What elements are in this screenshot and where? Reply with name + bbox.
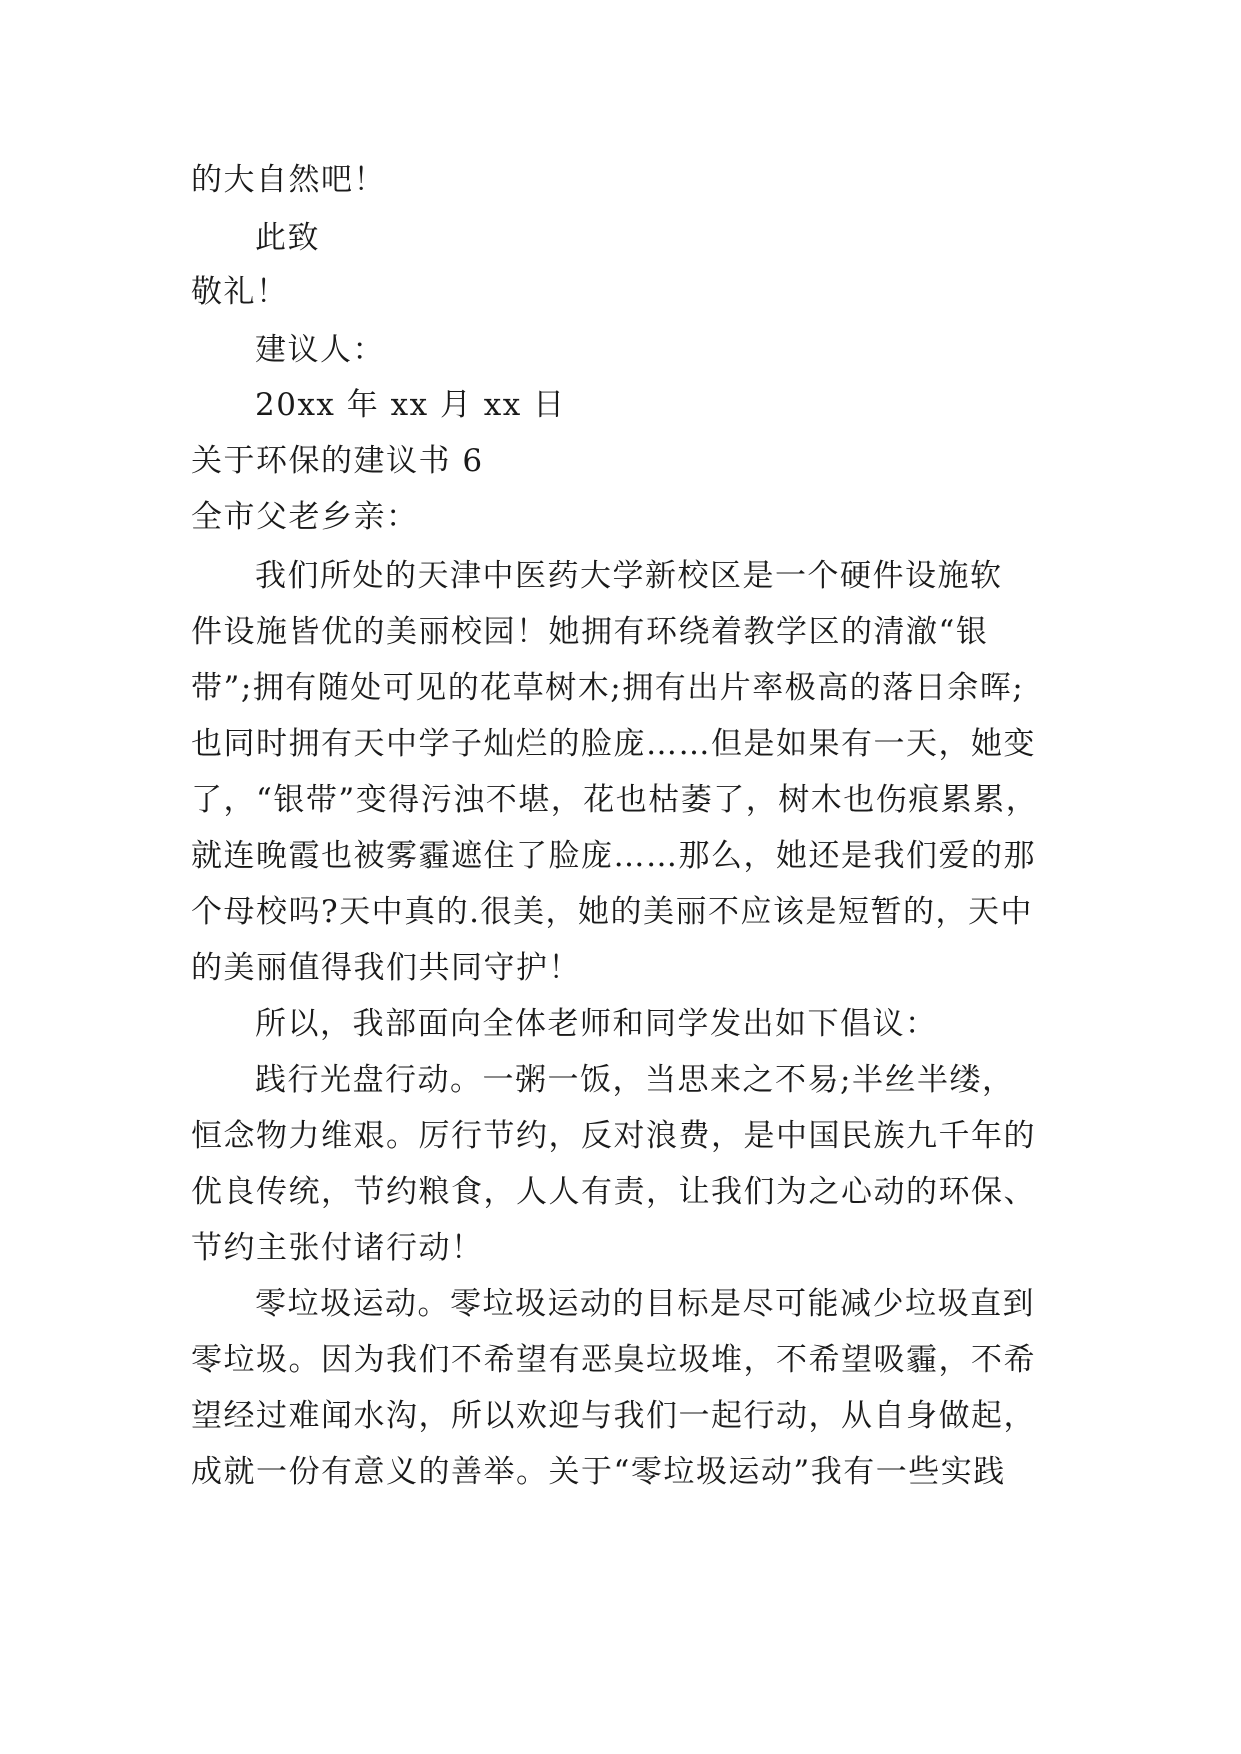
paragraph-line: 恒念物力维艰。厉行节约，反对浪费，是中国民族九千年的: [191, 1118, 1036, 1154]
letter-greeting: 全市父老乡亲：: [191, 499, 419, 535]
paragraph-line: 践行光盘行动。一粥一饭，当思来之不易;半丝半缕，: [255, 1062, 1015, 1098]
paragraph-line: 零垃圾运动。零垃圾运动的目标是尽可能减少垃圾直到: [255, 1286, 1035, 1322]
proposer-label: 建议人：: [255, 332, 385, 368]
paragraph-line: 的美丽值得我们共同守护！: [191, 950, 581, 986]
paragraph-line: 所以，我部面向全体老师和同学发出如下倡议：: [255, 1006, 938, 1042]
paragraph-line: 成就一份有意义的善举。关于“零垃圾运动”我有一些实践: [191, 1454, 1006, 1490]
letter-date: 20xx 年 xx 月 xx 日: [255, 387, 566, 423]
paragraph-line: 优良传统，节约粮食，人人有责，让我们为之心动的环保、: [191, 1174, 1036, 1210]
closing-regards: 敬礼！: [191, 274, 289, 310]
previous-letter-ending: 的大自然吧！: [191, 162, 386, 198]
paragraph-line: 就连晚霞也被雾霾遮住了脸庞……那么，她还是我们爱的那: [191, 838, 1036, 874]
paragraph-line: 个母校吗?天中真的.很美，她的美丽不应该是短暂的，天中: [191, 894, 1033, 930]
paragraph-line: 带”;拥有随处可见的花草树木;拥有出片率极高的落日余晖;: [191, 670, 1025, 706]
section-title: 关于环保的建议书 6: [191, 443, 484, 479]
paragraph-line: 零垃圾。因为我们不希望有恶臭垃圾堆，不希望吸霾，不希: [191, 1342, 1036, 1378]
paragraph-line: 了，“银带”变得污浊不堪，花也枯萎了，树木也伤痕累累，: [191, 782, 1039, 818]
paragraph-line: 望经过难闻水沟，所以欢迎与我们一起行动，从自身做起，: [191, 1398, 1036, 1434]
paragraph-line: 件设施皆优的美丽校园！她拥有环绕着教学区的清澈“银: [191, 614, 989, 650]
paragraph-line: 我们所处的天津中医药大学新校区是一个硬件设施软: [255, 558, 1003, 594]
paragraph-line: 也同时拥有天中学子灿烂的脸庞……但是如果有一天，她变: [191, 726, 1036, 762]
paragraph-line: 节约主张付诸行动！: [191, 1230, 484, 1266]
closing-salutation: 此致: [255, 220, 320, 256]
